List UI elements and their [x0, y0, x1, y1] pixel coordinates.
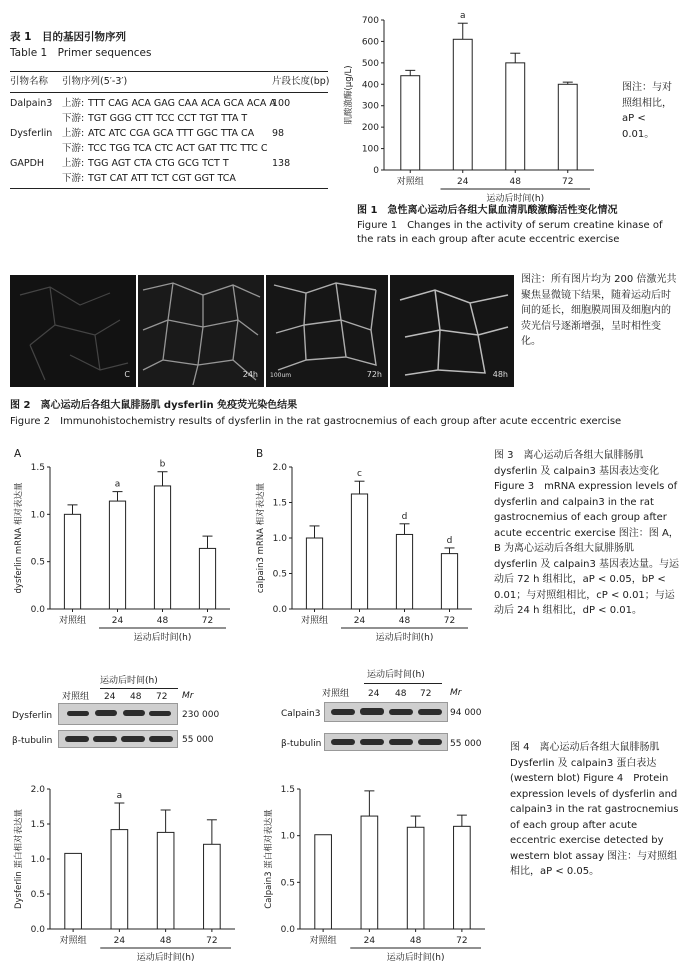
bar — [306, 538, 322, 609]
y-axis-label: Dysferlin 蛋白相对表达量 — [14, 808, 24, 910]
bar — [111, 830, 128, 929]
y-tick-label: 0 — [373, 166, 379, 176]
figure4b-chart — [260, 775, 500, 967]
y-tick-label: 500 — [361, 58, 379, 69]
y-tick-label: 100 — [361, 144, 379, 155]
x-axis-label: 运动后时间(h) — [386, 953, 445, 963]
blot-row-label: Calpain3 — [281, 709, 321, 719]
y-tick-label: 300 — [361, 101, 379, 112]
figure3-panel-b-label: B — [256, 448, 264, 460]
y-tick-label: 600 — [361, 37, 379, 48]
y-tick-label: 1.5 — [280, 785, 295, 795]
up-label: 上游: — [62, 128, 85, 139]
x-axis-label: 运动后时间(h) — [486, 194, 545, 204]
y-tick-label: 1.0 — [272, 534, 287, 544]
lane-label: 48 — [130, 692, 142, 702]
bar — [441, 554, 457, 609]
x-tick-label: 72 — [562, 177, 574, 187]
x-tick-label: 24 — [457, 177, 469, 187]
panel-label: 24h — [242, 370, 258, 379]
lane-label: 对照组 — [322, 689, 350, 699]
y-tick-label: 200 — [361, 123, 379, 134]
lane-label: 24 — [368, 689, 380, 699]
figure1-chart — [340, 10, 610, 205]
up-seq: TGG AGT CTA CTG GCG TCT T — [88, 158, 229, 169]
mr-label: Mr — [450, 688, 462, 698]
figure3-caption: 图 3 离心运动后各组大鼠腓肠肌 dysferlin 及 calpain3 基因表达变化 Figure 3 mRNA expression levels of dysferlin and calpain3 in the rat gastrocnemius of each group after acute eccentric exercise 图注：图 A，B 为离心运动后各组大鼠腓肠肌 dysferlin 及 calpain3 基因表达量。与运动后 72 h 组相比，aP < 0.05，bP < 0.01；与对照组相比，cP < 0.01；与运动后 24 h 组相比，dP < 0.01。 — [494, 450, 680, 616]
y-tick-label: 0.5 — [280, 878, 295, 889]
mr-label: Mr — [182, 691, 194, 701]
x-tick-label: 对照组 — [59, 936, 87, 946]
y-tick-label: 1.0 — [30, 855, 45, 865]
x-tick-label: 48 — [159, 936, 172, 946]
x-tick-label: 对照组 — [309, 936, 337, 946]
y-tick-label: 0.0 — [30, 605, 45, 615]
x-tick-label: 48 — [156, 616, 169, 626]
significance-label: b — [159, 459, 166, 470]
x-tick-label: 48 — [509, 177, 521, 187]
x-axis-label: 运动后时间(h) — [136, 953, 195, 963]
y-tick-label: 700 — [361, 16, 379, 26]
up-seq: ATC ATC CGA GCA TTT GGC TTA CA — [88, 128, 255, 139]
significance-label: a — [459, 11, 466, 22]
table1-header-seq: 引物序列(5′-3′) — [62, 76, 128, 87]
bar — [361, 816, 378, 929]
bar — [454, 826, 471, 929]
x-tick-label: 24 — [111, 616, 124, 626]
bar — [558, 84, 577, 170]
figure3-panel-a-label: A — [14, 448, 22, 460]
blot-strip — [58, 703, 178, 725]
figure2-caption-cn: 图 2 离心运动后各组大鼠腓肠肌 dysferlin 免疫荧光染色结果 — [10, 400, 298, 411]
figure3a-chart — [10, 455, 245, 650]
y-tick-label: 2.0 — [30, 785, 45, 795]
y-axis-label: dysferlin mRNA 相对表达量 — [14, 482, 24, 594]
lane-label: 对照组 — [62, 692, 90, 702]
mw-label: 55 000 — [450, 739, 482, 749]
length: 100 — [272, 98, 291, 109]
figure2-caption-en: Figure 2 Immunohistochemistry results of dysferlin in the rat gastrocnemius of each group after acute eccentric exercise — [10, 416, 622, 427]
figure1-note: 图注：与对照组相比，aP < 0.01。 — [622, 82, 672, 140]
y-tick-label: 0.5 — [272, 569, 287, 580]
blot-row-label: β-tubulin — [12, 736, 53, 746]
y-tick-label: 1.0 — [30, 510, 45, 521]
y-tick-label: 0.0 — [30, 925, 45, 935]
bar — [157, 832, 174, 929]
bar — [351, 494, 367, 609]
x-tick-label: 72 — [206, 936, 218, 946]
row-name: Dysferlin — [10, 128, 53, 139]
lane-label: 72 — [420, 689, 432, 699]
x-axis-label: 运动后时间(h) — [133, 633, 192, 643]
bar — [407, 827, 424, 929]
down-label: 下游: — [62, 113, 85, 124]
figure1-caption-en: Figure 1 Changes in the activity of serum creatine kinase of the rats in each group after acute eccentric exercise — [357, 220, 663, 245]
lane-label: 24 — [104, 692, 116, 702]
lane-label: 72 — [156, 692, 168, 702]
x-tick-label: 48 — [409, 936, 422, 946]
bar — [506, 63, 525, 170]
bar — [199, 548, 215, 609]
y-tick-label: 400 — [361, 80, 379, 91]
y-axis-label: Calpain3 蛋白相对表达量 — [264, 809, 274, 909]
mw-label: 94 000 — [450, 708, 482, 718]
mw-label: 230 000 — [182, 710, 220, 720]
bar — [453, 39, 472, 170]
length: 138 — [272, 158, 291, 169]
y-tick-label: 1.5 — [30, 820, 45, 830]
y-axis-label: calpain3 mRNA 相对表达量 — [256, 482, 266, 594]
significance-label: d — [401, 511, 408, 522]
panel-label: 48h — [492, 370, 508, 379]
significance-label: a — [114, 479, 121, 490]
figure1-caption-cn: 图 1 急性离心运动后各组大鼠血清肌酸激酶活性变化情况 — [357, 205, 618, 216]
y-tick-label: 0.5 — [30, 557, 45, 568]
y-tick-label: 0.0 — [280, 925, 295, 935]
y-tick-label: 2.0 — [272, 463, 287, 473]
x-tick-label: 72 — [443, 616, 456, 626]
bar — [65, 853, 82, 929]
mw-label: 55 000 — [182, 735, 214, 745]
x-tick-label: 72 — [456, 936, 468, 946]
time-header: 运动后时间(h) — [367, 670, 425, 680]
lane-label: 48 — [395, 689, 407, 699]
figure4-caption: 图 4 离心运动后各组大鼠腓肠肌 Dysferlin 及 calpain3 蛋白表达 (western blot) Figure 4 Protein expression levels of dysferlin and calpain3 in the rat gastrocnemius of each group after acute eccentric exercise detected by western blot assay 图注：与对照组相比，aP < 0.05。 — [510, 742, 679, 877]
down-seq: TGT GGG CTT TCC CCT TGT TTA T — [88, 113, 248, 124]
significance-label: d — [446, 535, 453, 546]
blot-strip — [324, 733, 448, 751]
blot-strip — [324, 702, 448, 722]
panel-label: 72h — [366, 370, 382, 379]
down-label: 下游: — [62, 173, 85, 184]
figure2-note: 图注：所有图片均为 200 倍激光共聚焦显微镜下结果，随着运动后时间的延长，细胞膜周围及细胞内的荧光信号逐渐增强，呈时相性变化。 — [521, 274, 677, 347]
blot-row-label: β-tubulin — [281, 739, 322, 749]
bar — [64, 514, 80, 609]
up-label: 上游: — [62, 158, 85, 169]
row-name: GAPDH — [10, 158, 45, 169]
time-header: 运动后时间(h) — [100, 676, 158, 686]
micrograph-24h — [138, 275, 264, 387]
bar — [204, 844, 221, 929]
table1-header-len: 片段长度(bp) — [272, 76, 330, 87]
down-seq: TGT CAT ATT TCT CGT GGT TCA — [88, 173, 236, 184]
x-axis-label: 运动后时间(h) — [375, 633, 434, 643]
x-tick-label: 对照组 — [58, 616, 87, 626]
x-tick-label: 24 — [113, 936, 126, 946]
bar — [315, 835, 332, 929]
x-tick-label: 24 — [353, 616, 366, 626]
up-label: 上游: — [62, 98, 85, 109]
x-tick-label: 72 — [201, 616, 214, 626]
y-tick-label: 0.5 — [30, 890, 45, 900]
y-tick-label: 0.0 — [272, 605, 287, 615]
x-tick-label: 48 — [398, 616, 411, 626]
x-tick-label: 对照组 — [300, 616, 329, 626]
scale-bar-label: 100um — [270, 372, 292, 379]
micrograph-control — [10, 275, 136, 387]
y-tick-label: 1.5 — [30, 463, 45, 473]
significance-label: a — [116, 791, 123, 801]
length: 98 — [272, 128, 285, 139]
y-axis-label: 肌酸激酶(μg/L) — [344, 65, 354, 125]
table1-header-name: 引物名称 — [10, 76, 49, 87]
down-label: 下游: — [62, 143, 85, 154]
table1-title-cn: 表 1 目的基因引物序列 — [10, 31, 126, 43]
micrograph-72h — [266, 275, 388, 387]
blot-strip — [58, 730, 178, 748]
significance-label: c — [357, 469, 362, 480]
table1-title-en: Table 1 Primer sequences — [10, 47, 152, 59]
figure3b-chart — [252, 455, 487, 650]
x-tick-label: 24 — [363, 936, 376, 946]
bar — [401, 76, 420, 170]
bar — [109, 501, 125, 609]
y-tick-label: 1.0 — [280, 831, 295, 842]
up-seq: TTT CAG ACA GAG CAA ACA GCA ACA A — [88, 98, 276, 109]
panel-label: C — [124, 370, 130, 379]
blot-row-label: Dysferlin — [12, 711, 53, 721]
bar — [154, 486, 170, 609]
row-name: Dalpain3 — [10, 98, 53, 109]
figure4a-chart — [10, 775, 250, 967]
bar — [396, 534, 412, 609]
x-tick-label: 对照组 — [396, 177, 424, 187]
micrograph-48h — [390, 275, 514, 387]
y-tick-label: 1.5 — [272, 498, 287, 509]
down-seq: TCC TGG TCA CTC ACT GAT TTC TTC C — [88, 143, 268, 154]
